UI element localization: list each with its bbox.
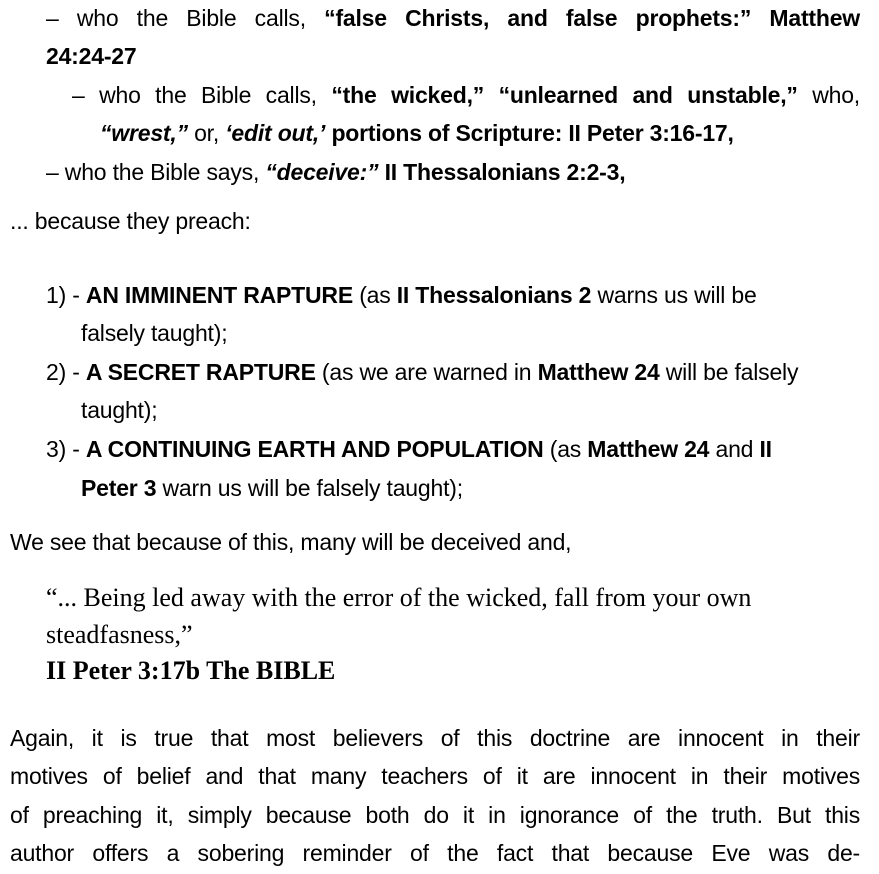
paragraph-line-2: motives of belief and that many teachers of it are innocent in their motives [10, 763, 860, 789]
quote-line-2: steadfasness,” [46, 620, 193, 649]
numbered-item-1-cont: falsely taught); [81, 320, 228, 346]
item-number: 3) [46, 436, 67, 462]
list-item-false-christs [46, 3, 860, 33]
quote-unlearned: “unlearned and unstable,” [498, 82, 798, 108]
quote-citation: II Peter 3:17b The BIBLE [46, 656, 336, 685]
scripture-ref: Matthew 24 [537, 359, 660, 385]
scripture-ref: II [759, 436, 772, 462]
item-lead: – who the Bible calls, [46, 5, 325, 31]
item-title: A SECRET RAPTURE [85, 359, 316, 385]
scripture-ref: 24:24-27 [46, 43, 137, 69]
quote-wrest: “wrest,” [100, 120, 188, 146]
paragraph-line-3: of preaching it, simply because both do it in ignorance of the truth. But this [10, 802, 860, 828]
deceived-line: We see that because of this, many will be deceived and, [10, 529, 572, 555]
because-line: ... because they preach: [10, 208, 251, 234]
list-item-the-wicked [72, 80, 860, 110]
quote-line-1: “... Being led away with the error of the wicked, fall from your own [46, 583, 752, 612]
list-item-false-christs-cont [46, 41, 136, 71]
scripture-ref: Peter 3 [81, 475, 157, 501]
scripture-ref: portions of Scripture: II Peter 3:16-17, [325, 120, 734, 146]
numbered-item-1: 1) - AN IMMINENT RAPTURE (as II Thessalonians 2 warns us will be [46, 282, 757, 308]
numbered-item-2: 2) - A SECRET RAPTURE (as we are warned in Matthew 24 will be falsely [46, 359, 799, 385]
quote-the-wicked: “the wicked,” [331, 82, 485, 108]
paragraph-line-4: author offers a sobering reminder of the fact that because Eve was de- [10, 840, 860, 866]
paragraph-line-1: Again, it is true that most believers of this doctrine are innocent in their [10, 725, 860, 751]
item-number: 2) [46, 359, 67, 385]
item-tail: who, [797, 82, 860, 108]
quote-edit-out: ‘edit out,’ [225, 120, 326, 146]
scripture-ref: II Thessalonians 2:2-3, [378, 159, 626, 185]
list-item-deceive [46, 157, 625, 187]
scripture-ref: Matthew [769, 5, 860, 31]
numbered-item-2-cont: taught); [81, 397, 158, 423]
quote-false-christs: “false Christs, and false prophets:” [324, 5, 752, 31]
item-middle: or, [187, 120, 226, 146]
scripture-ref: II Thessalonians 2 [396, 282, 592, 308]
quote-deceive: “deceive:” [265, 159, 379, 185]
numbered-item-3-cont: Peter 3 warn us will be falsely taught); [81, 475, 463, 501]
item-lead: – who the Bible calls, [72, 82, 332, 108]
item-lead: – who the Bible says, [46, 159, 266, 185]
item-title: A CONTINUING EARTH AND POPULATION [85, 436, 544, 462]
item-number: 1) [46, 282, 67, 308]
numbered-item-3: 3) - A CONTINUING EARTH AND POPULATION (as Matthew 24 and II [46, 436, 772, 462]
scripture-ref: Matthew 24 [587, 436, 710, 462]
item-title: AN IMMINENT RAPTURE [85, 282, 353, 308]
list-item-the-wicked-cont [100, 118, 734, 148]
